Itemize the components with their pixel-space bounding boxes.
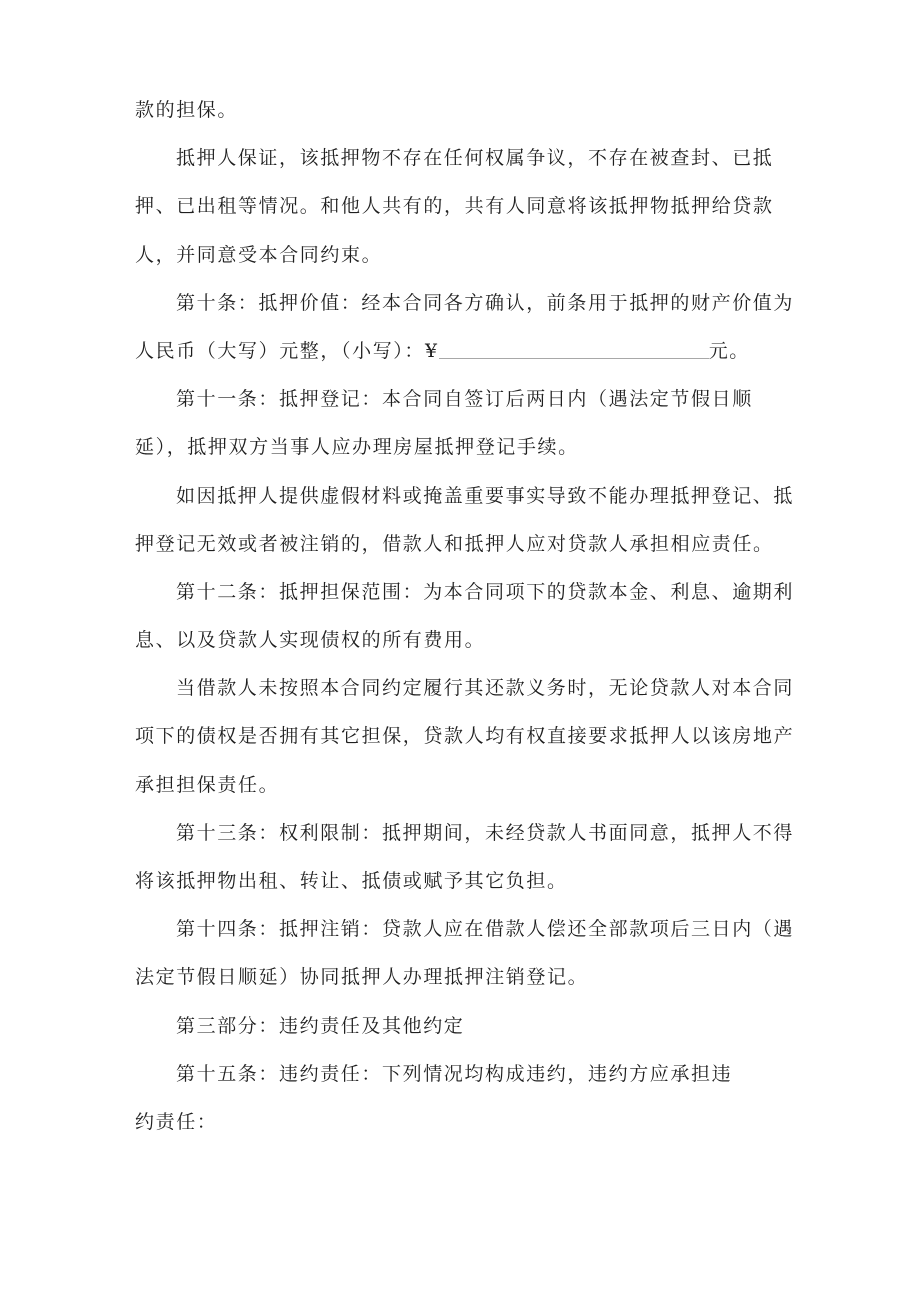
document-line: 押、已出租等情况。和他人共有的，共有人同意将该抵押物抵押给贷款: [135, 195, 774, 218]
document-line: 如因抵押人提供虚假材料或掩盖重要事实导致不能办理抵押登记、抵: [176, 484, 795, 507]
document-body: [135, 86, 795, 1146]
document-line: 第十一条：抵押登记：本合同自签订后两日内（遇法定节假日顺: [176, 388, 753, 411]
document-line: 项下的债权是否拥有其它担保，贷款人均有权直接要求抵押人以该房地产: [135, 725, 795, 748]
document-line: 抵押人保证，该抵押物不存在任何权属争议，不存在被查封、已抵: [176, 147, 774, 170]
document-line: 第十五条：违约责任：下列情况均构成违约，违约方应承担违: [176, 1062, 733, 1085]
document-line: 第三部分：违约责任及其他约定: [176, 1014, 465, 1037]
document-line: 押登记无效或者被注销的，借款人和抵押人应对贷款人承担相应责任。: [135, 532, 774, 555]
document-line: 款的担保。: [135, 99, 239, 121]
document-line: [135, 327, 785, 375]
document-line: 将该抵押物出租、转让、抵债或赋予其它负担。: [135, 870, 568, 892]
document-line: 延），抵押双方当事人应办理房屋抵押登记手续。: [135, 436, 579, 459]
document-line: 第十二条：抵押担保范围：为本合同项下的贷款本金、利息、逾期利: [176, 580, 795, 603]
amount-blank-field: [439, 344, 709, 359]
document-line: 约责任：: [135, 1110, 218, 1133]
document-line: 当借款人未按照本合同约定履行其还款义务时，无论贷款人对本合同: [176, 677, 795, 700]
document-line: 人，并同意受本合同约束。: [135, 243, 383, 266]
document-line: 法定节假日顺延）协同抵押人办理抵押注销登记。: [135, 966, 589, 989]
document-line: 承担担保责任。: [135, 773, 280, 796]
document-line: 第十四条：抵押注销：贷款人应在借款人偿还全部款项后三日内（遇: [176, 918, 795, 941]
document-line: 第十三条：权利限制：抵押期间，未经贷款人书面同意，抵押人不得: [176, 821, 795, 844]
document-line: 第十条：抵押价值：经本合同各方确认，前条用于抵押的财产价值为: [176, 291, 795, 314]
amount-line-suffix: 元。: [708, 339, 750, 362]
amount-line-prefix: 人民币（大写）元整，（小写）：¥: [135, 339, 439, 362]
document-line: 息、以及贷款人实现债权的所有费用。: [135, 629, 486, 652]
